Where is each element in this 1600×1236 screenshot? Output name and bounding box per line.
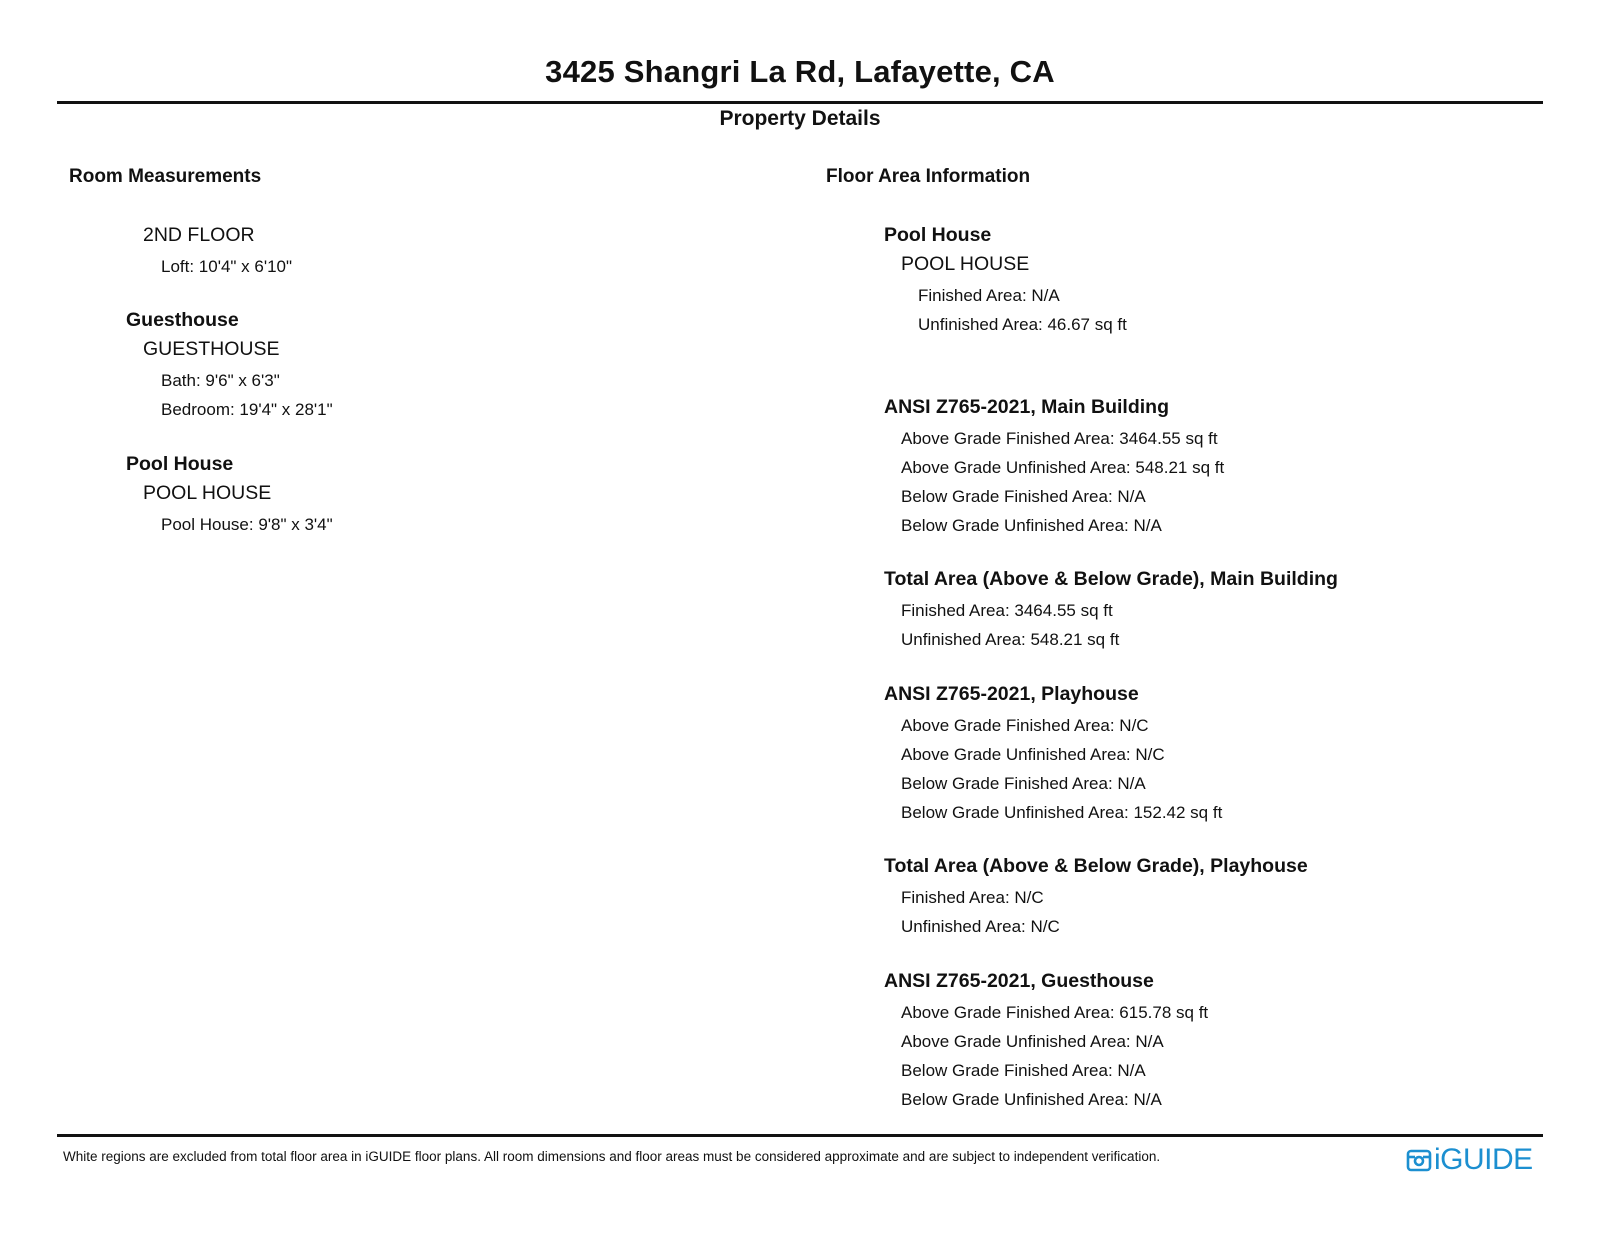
room-group-label: Pool House [126, 453, 234, 475]
room-floor-label: POOL HOUSE [143, 482, 272, 504]
area-section-title: ANSI Z765-2021, Main Building [884, 396, 1169, 418]
area-item: Above Grade Finished Area: N/C [901, 716, 1149, 735]
area-item: Finished Area: N/A [918, 286, 1060, 305]
area-item: Above Grade Unfinished Area: N/C [901, 745, 1165, 764]
area-item: Above Grade Finished Area: 3464.55 sq ft [901, 429, 1218, 448]
title-divider [57, 101, 1543, 104]
area-group-label: Pool House [884, 224, 992, 246]
area-floor-label: POOL HOUSE [901, 253, 1030, 275]
area-item: Below Grade Unfinished Area: N/A [901, 516, 1162, 535]
iguide-logo-text: iGUIDE [1434, 1143, 1533, 1176]
room-item: Bedroom: 19'4" x 28'1" [161, 400, 333, 419]
room-group-label: Guesthouse [126, 309, 239, 331]
area-item: Unfinished Area: 548.21 sq ft [901, 630, 1120, 649]
area-section-title: ANSI Z765-2021, Playhouse [884, 683, 1139, 705]
room-floor-label: GUESTHOUSE [143, 338, 280, 360]
room-item: Pool House: 9'8" x 3'4" [161, 515, 333, 534]
area-item: Below Grade Finished Area: N/A [901, 487, 1146, 506]
area-item: Below Grade Unfinished Area: N/A [901, 1090, 1162, 1109]
area-item: Above Grade Finished Area: 615.78 sq ft [901, 1003, 1209, 1022]
area-item: Finished Area: N/C [901, 888, 1044, 907]
area-item: Above Grade Unfinished Area: 548.21 sq ft [901, 458, 1225, 477]
area-item: Above Grade Unfinished Area: N/A [901, 1032, 1164, 1051]
footer-disclaimer: White regions are excluded from total floor area in iGUIDE floor plans. All room dimensions and floor areas must be considered approximate and are subject to independent verification. [63, 1149, 1161, 1164]
page-title: 3425 Shangri La Rd, Lafayette, CA [545, 54, 1055, 89]
area-section-title: Total Area (Above & Below Grade), Playhouse [884, 855, 1308, 877]
area-item: Finished Area: 3464.55 sq ft [901, 601, 1113, 620]
room-item: Bath: 9'6" x 6'3" [161, 371, 280, 390]
area-section-title: Total Area (Above & Below Grade), Main Building [884, 568, 1338, 590]
footer-divider [57, 1134, 1543, 1137]
area-item: Below Grade Finished Area: N/A [901, 774, 1146, 793]
iguide-camera-icon [1406, 1147, 1432, 1173]
area-item: Below Grade Unfinished Area: 152.42 sq ft [901, 803, 1223, 822]
area-section-title: ANSI Z765-2021, Guesthouse [884, 970, 1154, 992]
room-floor-label: 2ND FLOOR [143, 224, 255, 246]
floor-area-heading: Floor Area Information [826, 166, 1031, 187]
room-item: Loft: 10'4" x 6'10" [161, 257, 293, 276]
page-subtitle: Property Details [719, 107, 881, 130]
iguide-logo [1406, 1143, 1533, 1177]
room-measurements-heading: Room Measurements [69, 166, 262, 187]
area-item: Unfinished Area: N/C [901, 917, 1060, 936]
area-item: Unfinished Area: 46.67 sq ft [918, 315, 1127, 334]
area-item: Below Grade Finished Area: N/A [901, 1061, 1146, 1080]
